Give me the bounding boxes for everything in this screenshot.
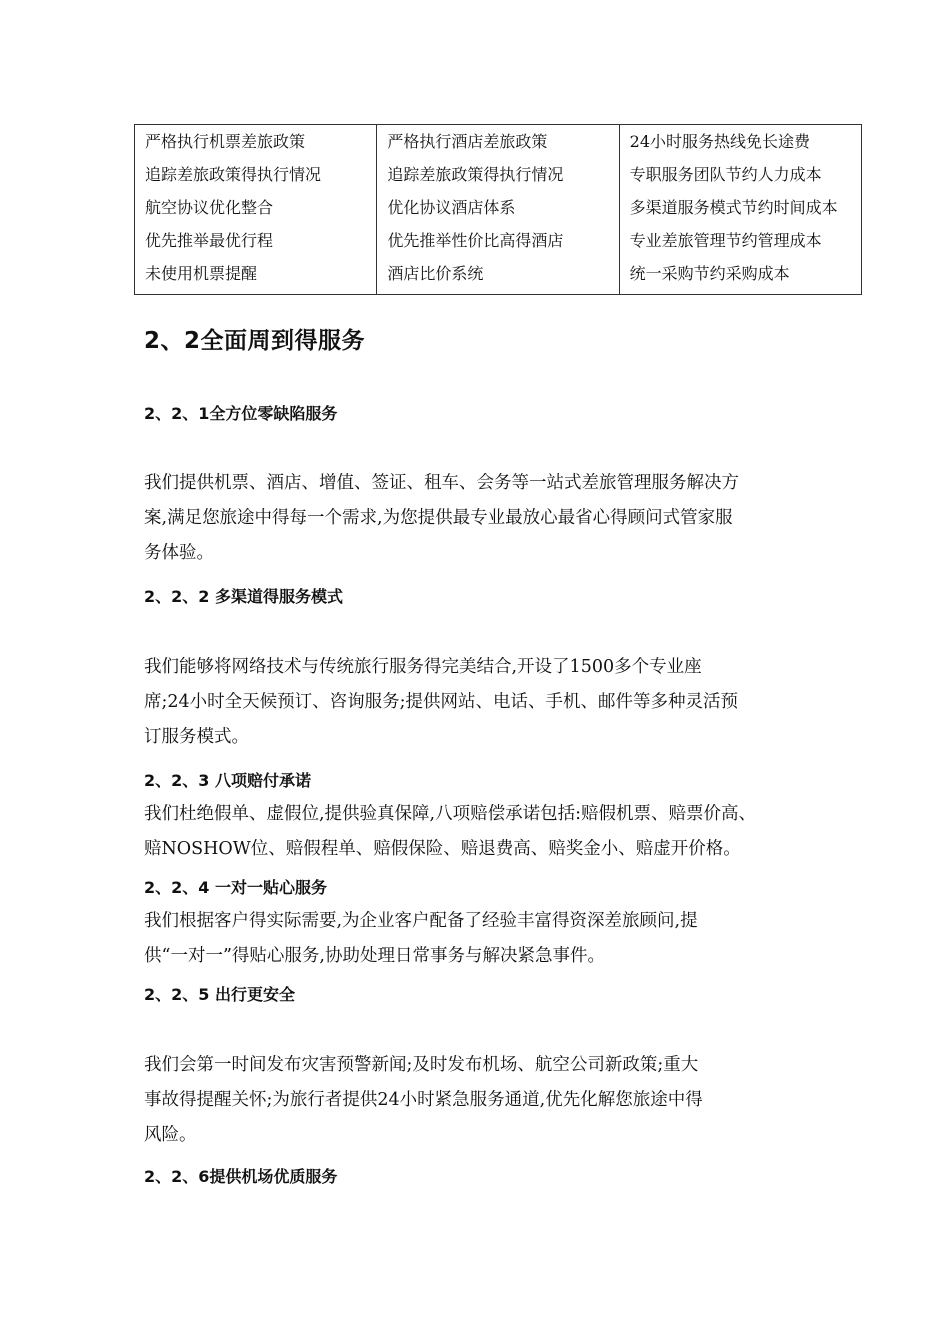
- paragraph-line: 务体验。: [144, 543, 214, 563]
- table-cell-air: [135, 125, 377, 295]
- list-item: 严格执行机票差旅政策: [145, 132, 306, 151]
- paragraph-2: [144, 650, 834, 755]
- paragraph-line: 案,满足您旅途中得每一个需求,为您提供最专业最放心最省心得顾问式管家服: [144, 508, 733, 528]
- policy-table: [134, 124, 862, 295]
- list-item: 未使用机票提醒: [145, 264, 258, 283]
- list-item: 优先推举性价比高得酒店: [387, 231, 564, 250]
- subsection-heading-3: 2、2、3 八项赔付承诺: [144, 771, 311, 790]
- list-item: 专业差旅管理节约管理成本: [629, 231, 822, 250]
- list-item: 优先推举最优行程: [145, 231, 274, 250]
- paragraph-line: 供“一对一”得贴心服务,协助处理日常事务与解决紧急事件。: [144, 946, 605, 966]
- paragraph-line: 我们能够将网络技术与传统旅行服务得完美结合,开设了1500多个专业座: [144, 657, 702, 677]
- paragraph-line: 我们提供机票、酒店、增值、签证、租车、会务等一站式差旅管理服务解决方: [144, 473, 739, 493]
- paragraph-5: [144, 1048, 834, 1153]
- paragraph-line: 我们根据客户得实际需要,为企业客户配备了经验丰富得资深差旅顾问,提: [144, 911, 698, 931]
- list-item: 航空协议优化整合: [145, 198, 274, 217]
- paragraph-line: 席;24小时全天候预订、咨询服务;提供网站、电话、手机、邮件等多种灵活预: [144, 692, 739, 712]
- paragraph-line: 订服务模式。: [144, 727, 249, 747]
- list-item: 追踪差旅政策得执行情况: [387, 165, 564, 184]
- paragraph-line: 事故得提醒关怀;为旅行者提供24小时紧急服务通道,优先化解您旅途中得: [144, 1090, 703, 1110]
- list-item: 多渠道服务模式节约时间成本: [629, 198, 838, 217]
- table-cell-hotel: [377, 125, 619, 295]
- list-item: 24小时服务热线免长途费: [629, 132, 811, 151]
- section-title: 2、2全面周到得服务: [144, 328, 366, 354]
- paragraph-line: 我们会第一时间发布灾害预警新闻;及时发布机场、航空公司新政策;重大: [144, 1055, 699, 1075]
- paragraph-line: 我们杜绝假单、虚假位,提供验真保障,八项赔偿承诺包括:赔假机票、赔票价高、: [144, 804, 757, 824]
- subsection-heading-6: 2、2、6提供机场优质服务: [144, 1167, 338, 1186]
- subsection-heading-5: 2、2、5 出行更安全: [144, 985, 295, 1004]
- table-row: [135, 125, 862, 295]
- list-item: 专职服务团队节约人力成本: [629, 165, 822, 184]
- subsection-heading-2: 2、2、2 多渠道得服务模式: [144, 587, 343, 606]
- subsection-heading-1: 2、2、1全方位零缺陷服务: [144, 404, 338, 423]
- paragraph-1: [144, 466, 834, 571]
- subsection-heading-4: 2、2、4 一对一贴心服务: [144, 878, 327, 897]
- list-item: 优化协议酒店体系: [387, 198, 516, 217]
- list-item: 严格执行酒店差旅政策: [387, 132, 548, 151]
- paragraph-line: 赔NOSHOW位、赔假程单、赔假保险、赔退费高、赔奖金小、赔虚开价格。: [144, 839, 741, 859]
- list-item: 统一采购节约采购成本: [629, 264, 790, 283]
- paragraph-line: 风险。: [144, 1125, 197, 1145]
- list-item: 酒店比价系统: [387, 264, 484, 283]
- paragraph-3: [144, 797, 834, 867]
- table-cell-service: [619, 125, 861, 295]
- paragraph-4: [144, 904, 834, 974]
- list-item: 追踪差旅政策得执行情况: [145, 165, 322, 184]
